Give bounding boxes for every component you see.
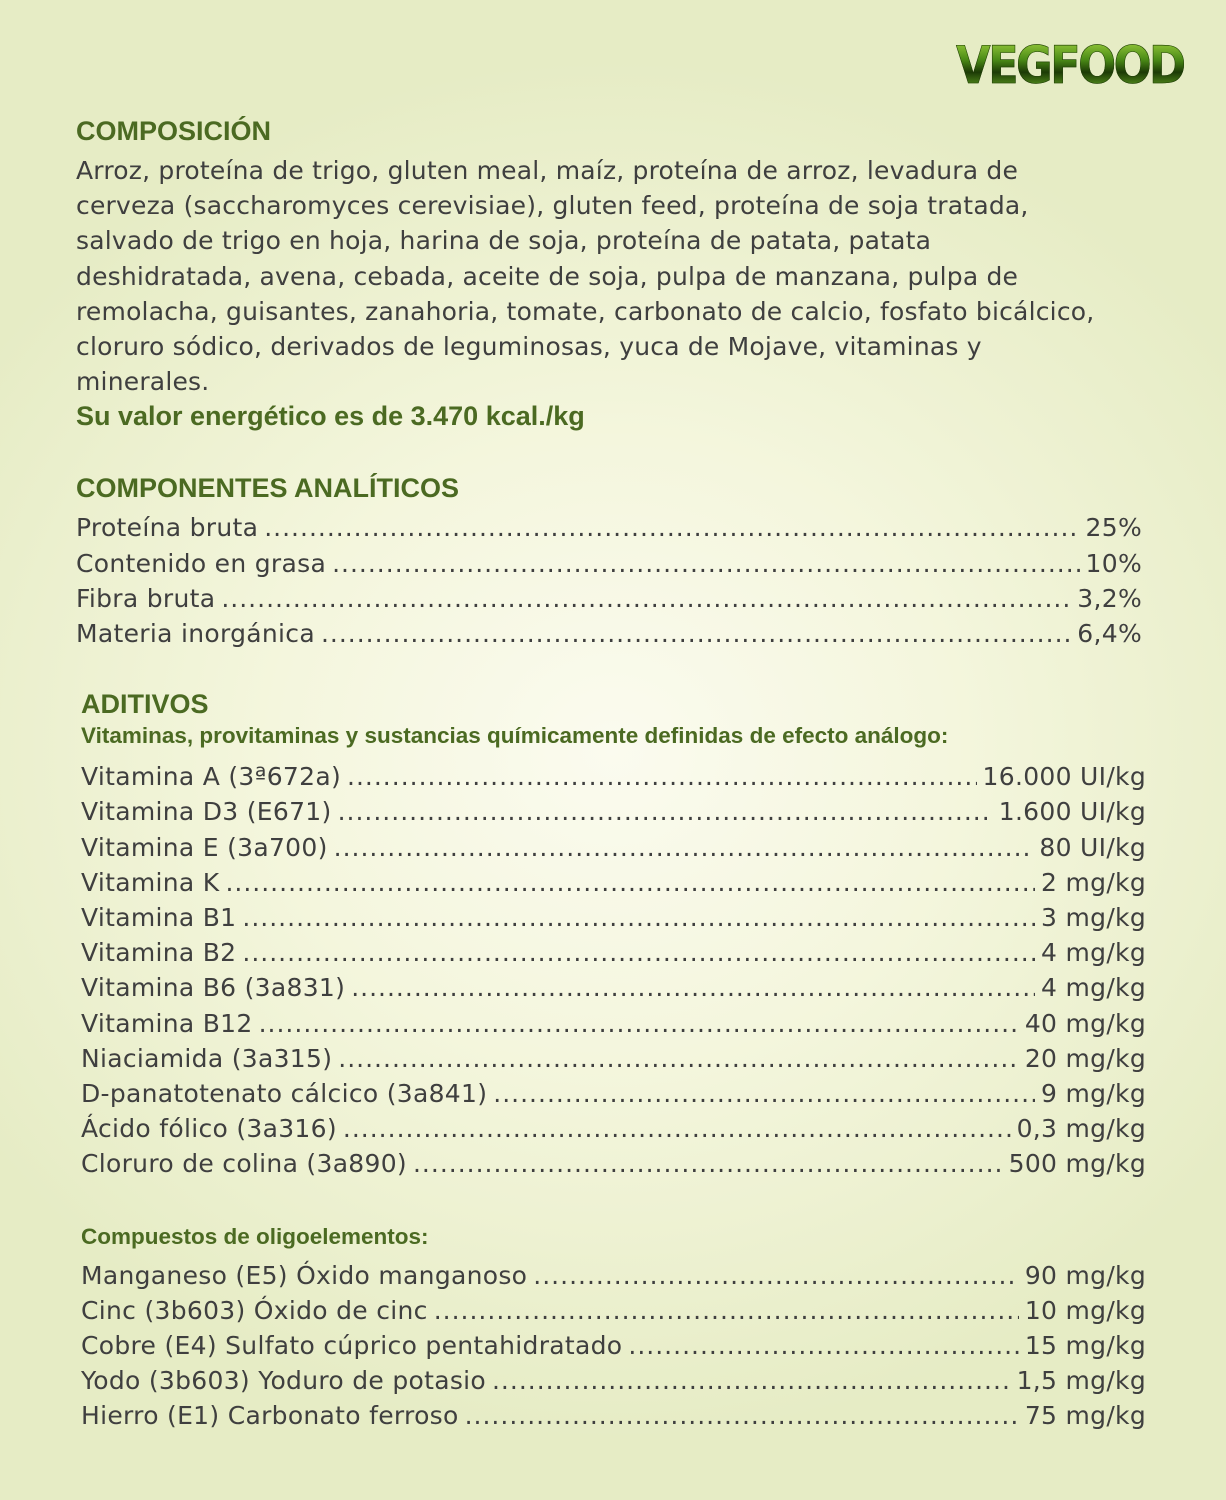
leader-dots — [338, 794, 993, 829]
vitamin-row — [81, 794, 1146, 829]
leader-dots — [242, 935, 1035, 970]
analytical-list — [76, 510, 1142, 651]
row-value: 25% — [1085, 513, 1142, 543]
row-value: 16.000 UI/kg — [982, 762, 1146, 792]
row-label: D-panatotenato cálcico (3a841) — [81, 1079, 488, 1109]
leader-dots — [628, 1328, 1018, 1363]
vitamin-row — [81, 1146, 1146, 1181]
leader-dots — [264, 510, 1079, 545]
row-value: 500 mg/kg — [1008, 1149, 1146, 1179]
row-value: 3 mg/kg — [1041, 903, 1146, 933]
row-label: Cobre (E4) Sulfato cúprico pentahidratado — [81, 1331, 623, 1361]
row-value: 4 mg/kg — [1041, 973, 1146, 1003]
vitamin-row — [81, 1076, 1146, 1111]
row-value: 2 mg/kg — [1041, 867, 1146, 897]
vitamins-list — [81, 759, 1146, 1181]
analytical-row — [76, 616, 1142, 651]
analytical-heading: COMPONENTES ANALÍTICOS — [76, 473, 460, 504]
leader-dots — [332, 546, 1079, 581]
energy-value: Su valor energético es de 3.470 kcal./kg — [76, 401, 585, 432]
row-label: Vitamina D3 (E671) — [81, 797, 332, 827]
row-value: 20 mg/kg — [1024, 1043, 1146, 1073]
leader-dots — [413, 1146, 1003, 1181]
row-value: 10 mg/kg — [1024, 1295, 1146, 1325]
leader-dots — [493, 1076, 1035, 1111]
row-label: Cinc (3b603) Óxido de cinc — [81, 1295, 428, 1325]
leader-dots — [533, 1258, 1019, 1293]
trace-element-row — [81, 1363, 1146, 1398]
row-value: 10% — [1085, 548, 1142, 578]
vitamin-row — [81, 759, 1146, 794]
row-label: Niaciamida (3a315) — [81, 1043, 333, 1073]
leader-dots — [225, 865, 1035, 900]
leader-dots — [343, 1111, 1011, 1146]
row-label: Vitamina B1 — [81, 903, 237, 933]
vitamin-row — [81, 970, 1146, 1005]
row-value: 90 mg/kg — [1024, 1260, 1146, 1290]
row-value: 15 mg/kg — [1024, 1331, 1146, 1361]
vitamin-row — [81, 1111, 1146, 1146]
row-label: Manganeso (E5) Óxido manganoso — [81, 1260, 528, 1290]
row-value: 6,4% — [1077, 619, 1142, 649]
row-value: 40 mg/kg — [1024, 1008, 1146, 1038]
trace-elements-heading: Compuestos de oligoelementos: — [81, 1223, 429, 1249]
leader-dots — [242, 900, 1035, 935]
row-label: Yodo (3b603) Yoduro de potasio — [81, 1366, 486, 1396]
row-value: 3,2% — [1077, 583, 1142, 613]
analytical-row — [76, 581, 1142, 616]
vegfood-logo: VEGFOOD — [956, 36, 1184, 96]
row-value: 0,3 mg/kg — [1016, 1114, 1146, 1144]
trace-element-row — [81, 1293, 1146, 1328]
additives-subheading: Vitaminas, provitaminas y sustancias químicamente definidas de efecto análogo: — [81, 723, 949, 749]
composition-text: Arroz, proteína de trigo, gluten meal, maíz, proteína de arroz, levadura de cerveza (saccharomyces cerevisiae), gluten feed, proteína de soja tratada, salvado de trigo en hoja, harina de soja, proteína de patata, patata deshidratada, avena, cebada, aceite de soja, pulpa de manzana, pulpa de remolacha, guisantes, zanahoria, tomate, carbonato de calcio, fosfato bicálcico, cloruro sódico, derivados de leguminosas, yuca de Mojave, vitaminas y minerales. — [76, 156, 1095, 397]
row-value: 9 mg/kg — [1041, 1079, 1146, 1109]
leader-dots — [334, 830, 1034, 865]
row-value: 75 mg/kg — [1024, 1401, 1146, 1431]
composition-section — [76, 114, 1156, 433]
analytical-row — [76, 510, 1142, 545]
row-value: 1.600 UI/kg — [998, 797, 1146, 827]
composition-heading: COMPOSICIÓN — [76, 116, 272, 146]
vitamin-row — [81, 935, 1146, 970]
trace-element-row — [81, 1258, 1146, 1293]
leader-dots — [465, 1398, 1019, 1433]
leader-dots — [338, 1041, 1019, 1076]
leader-dots — [259, 1006, 1019, 1041]
vitamin-row — [81, 1041, 1146, 1076]
leader-dots — [347, 759, 977, 794]
row-label: Fibra bruta — [76, 583, 216, 613]
additives-section — [81, 687, 1156, 1181]
nutrition-sheet — [76, 114, 1156, 1434]
row-label: Vitamina A (3ª672a) — [81, 762, 342, 792]
leader-dots — [321, 616, 1071, 651]
row-label: Vitamina B6 (3a831) — [81, 973, 346, 1003]
trace-element-row — [81, 1398, 1146, 1433]
trace-elements-section — [81, 1222, 1156, 1434]
row-label: Proteína bruta — [76, 513, 259, 543]
analytical-section — [76, 471, 1156, 651]
row-label: Cloruro de colina (3a890) — [81, 1149, 407, 1179]
leader-dots — [221, 581, 1071, 616]
leader-dots — [434, 1293, 1019, 1328]
row-label: Vitamina E (3a700) — [81, 832, 328, 862]
row-label: Vitamina B2 — [81, 938, 237, 968]
additives-heading: ADITIVOS — [81, 689, 209, 720]
trace-element-row — [81, 1328, 1146, 1363]
vitamin-row — [81, 1006, 1146, 1041]
leader-dots — [492, 1363, 1011, 1398]
row-label: Materia inorgánica — [76, 619, 315, 649]
vitamin-row — [81, 830, 1146, 865]
row-label: Ácido fólico (3a316) — [81, 1114, 337, 1144]
row-label: Contenido en grasa — [76, 548, 327, 578]
row-value: 80 UI/kg — [1039, 832, 1146, 862]
vitamin-row — [81, 865, 1146, 900]
row-value: 1,5 mg/kg — [1016, 1366, 1146, 1396]
row-value: 4 mg/kg — [1041, 938, 1146, 968]
row-label: Hierro (E1) Carbonato ferroso — [81, 1401, 459, 1431]
analytical-row — [76, 546, 1142, 581]
vitamin-row — [81, 900, 1146, 935]
row-label: Vitamina B12 — [81, 1008, 253, 1038]
leader-dots — [351, 970, 1035, 1005]
row-label: Vitamina K — [81, 867, 220, 897]
trace-elements-list — [81, 1258, 1146, 1434]
